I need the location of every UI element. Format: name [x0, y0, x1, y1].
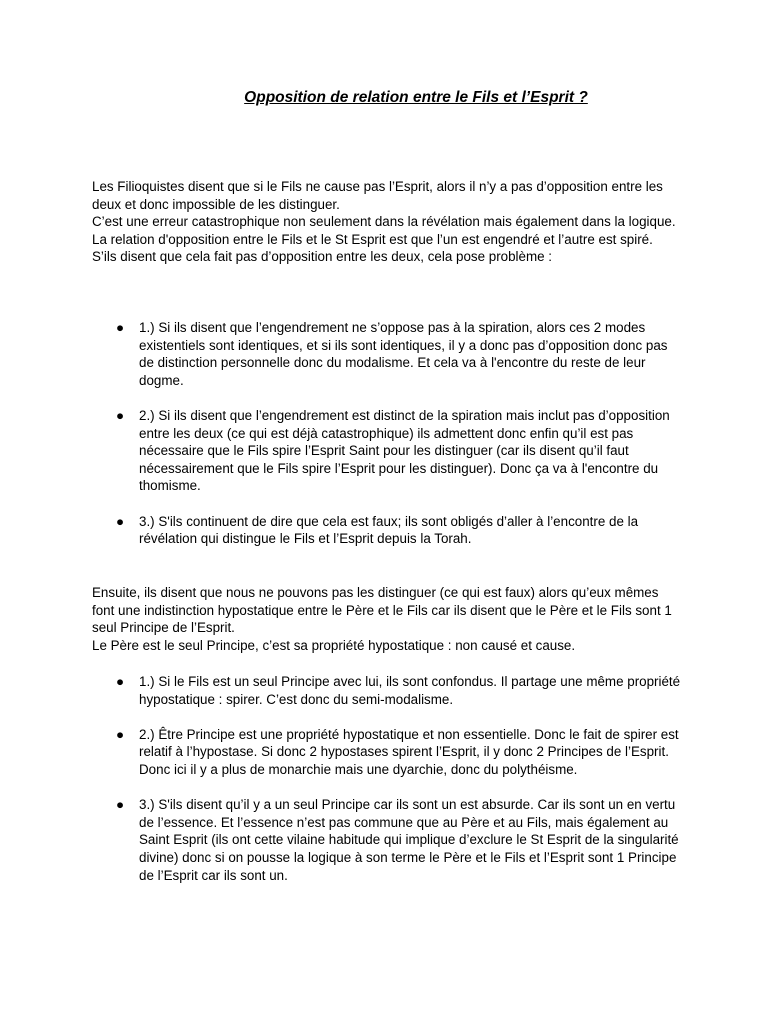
intro-line: La relation d'opposition entre le Fils et le St Esprit est que l’un est engendré et l’autre est spiré. — [92, 231, 653, 247]
list-item — [92, 726, 682, 779]
middle-paragraph — [92, 584, 682, 654]
list-item — [92, 796, 682, 884]
middle-line: Le Père est le seul Principe, c’est sa propriété hypostatique : non causé et cause. — [92, 637, 576, 653]
middle-line: Ensuite, ils disent que nous ne pouvons pas les distinguer (ce qui est faux) alors qu’eux mêmes font une indistinction hypostatique entre le Père et le Fils car ils disent que le Père et le Fils sont 1 seul Principe de l’Esprit. — [92, 585, 672, 636]
bullet-icon: ● — [116, 674, 125, 689]
document-title: Opposition de relation entre le Fils et l’Esprit ? — [244, 89, 588, 106]
bullet-icon: ● — [116, 407, 125, 423]
list-item-text: Donc ici il y a plus de monarchie mais une dyarchie, donc du polythéisme. — [139, 761, 578, 777]
bullet-list-1 — [92, 319, 682, 565]
list-item-text: 3.) S'ils continuent de dire que cela est faux; ils sont obligés d’aller à l’encontre de la révélation qui distingue le Fils et l’Esprit depuis la Torah. — [139, 513, 639, 547]
list-item — [92, 673, 682, 708]
intro-line: C’est une erreur catastrophique non seulement dans la révélation mais également dans la logique. — [92, 214, 676, 230]
list-item — [92, 513, 682, 548]
bullet-list-2 — [92, 673, 682, 902]
list-item-text: 1.) Si ils disent que l’engendrement ne s’oppose pas à la spiration, alors ces 2 modes existentiels sont identiques, et si ils sont identiques, il y a donc pas d’opposition donc pas de distinction personnelle donc du modalisme. Et cela va à l'encontre du reste de leur dogme. — [139, 320, 668, 388]
list-item-text: 1.) Si le Fils est un seul Principe avec lui, ils sont confondus. Il partage une même propriété hypostatique : spirer. C’est donc du semi-modalisme. — [139, 674, 681, 707]
bullet-icon: ● — [116, 726, 125, 742]
list-item-text: 2.) Si ils disent que l’engendrement est distinct de la spiration mais inclut pas d’opposition entre les deux (ce qui est déjà catastrophique) ils admettent donc enfin qu’il est pas nécessaire que le Fils spire l’Esprit Saint pour les distinguer (car ils disent qu’il faut nécessairement que le Fils spire l’Esprit pour les distinguer). Donc ça va à l'encontre du thomisme. — [139, 407, 670, 494]
bullet-icon: ● — [116, 513, 125, 529]
list-item — [92, 319, 682, 389]
bullet-icon: ● — [116, 320, 125, 335]
list-item-text: 2.) Être Principe est une propriété hypostatique et non essentielle. Donc le fait de spirer est relatif à l’hypostase. Si donc 2 hypostases spirent l’Esprit, il y donc 2 Principes de l’Esprit. — [139, 726, 679, 760]
list-item-text: 3.) S'ils disent qu’il y a un seul Principe car ils sont un est absurde. Car ils sont un en vertu de l’essence. Et l’essence n’est pas commune que au Père et au Fils, mais également au Saint Esprit (ils ont cette vilaine habitude qui implique d’exclure le St Esprit de la singularité divine) donc si on pousse la logique à son terme le Père et le Fils et l’Esprit sont 1 Principe de l’Esprit car ils sont un. — [139, 797, 679, 883]
intro-paragraph — [92, 178, 682, 266]
intro-line: S’ils disent que cela fait pas d’opposition entre les deux, cela pose problème : — [92, 249, 553, 265]
bullet-icon: ● — [116, 797, 125, 813]
intro-line: Les Filioquistes disent que si le Fils ne cause pas l’Esprit, alors il n’y a pas d’opposition entre les deux et donc impossible de les distinguer. — [92, 179, 663, 212]
list-item — [92, 407, 682, 495]
